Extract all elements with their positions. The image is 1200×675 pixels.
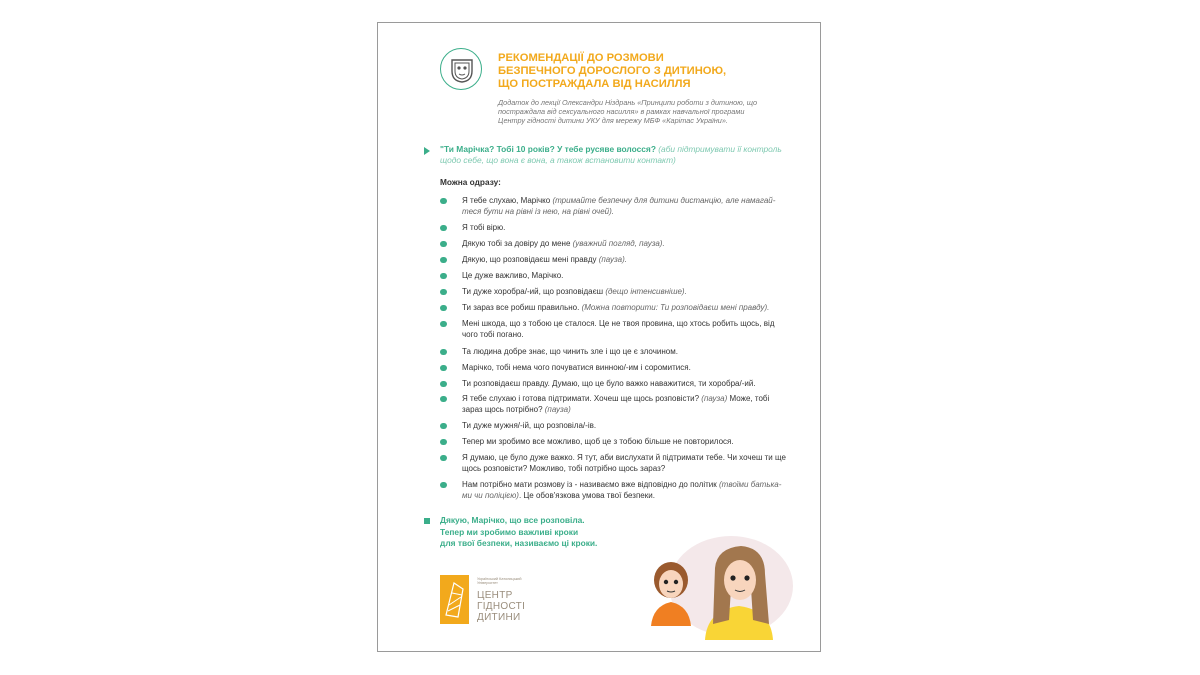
phrase-text — [462, 303, 802, 314]
bullet-dot-icon — [440, 365, 447, 372]
bullet-dot-icon — [440, 241, 447, 248]
phrase-plain: Дякую тобі за довіру до мене — [462, 239, 573, 248]
phrase-plain: Ти дуже мужня/-ій, що розповіла/-ів. — [462, 421, 597, 430]
section-heading: Можна одразу: — [440, 177, 501, 187]
phrase-text — [462, 379, 802, 390]
org-small-line: Університет — [477, 581, 498, 586]
org-small-line: Український Католицький — [477, 577, 522, 581]
phrase-text — [462, 421, 802, 432]
phrase-text — [462, 363, 802, 374]
phrase-plain: Я думаю, це було дуже важко. Я тут, аби вислухати й підтримати тебе. Чи хочеш ти ще — [462, 453, 786, 462]
phrase-plain: Ти зараз все робиш правильно. — [462, 303, 582, 312]
phrase-note: (твоїми батька- — [719, 480, 782, 489]
org-name-line: ГІДНОСТІ — [477, 601, 526, 612]
opening-quote: "Ти Марічка? Тобі 10 років? У тебе русяве волосся? — [440, 144, 656, 154]
phrase-text — [462, 271, 802, 282]
title-line: БЕЗПЕЧНОГО ДОРОСЛОГО З ДИТИНОЮ, — [498, 65, 727, 77]
closing-line: Дякую, Марічко, що все розповіла. — [440, 515, 585, 525]
phrase-plain: Марічко, тобі нема чого почуватися винною/-им і соромитися. — [462, 363, 691, 372]
phrase-note: (дещо інтенсивніше). — [605, 287, 687, 296]
phrase-plain: щось розповісти? Можливо, тобі потрібно щось зараз? — [462, 463, 666, 473]
phrase-plain: Та людина добре знає, що чинить зле і що це є злочином. — [462, 347, 678, 356]
bullet-dot-icon — [440, 289, 447, 296]
phrase-note: (Можна повторити: Ти розповідаєш мені правду). — [581, 303, 770, 312]
subtitle-line: Додаток до лекції Олександри Ніздрань «Принципи роботи з дитиною, що — [498, 98, 758, 107]
phrase-plain: Це дуже важливо, Марічко. — [462, 271, 564, 280]
org-name-line: ЦЕНТР — [477, 590, 513, 601]
phrase-text — [462, 437, 802, 448]
phrase-note: теся бути на рівні із нею, на рівні очей). — [462, 206, 614, 216]
bullet-dot-icon — [440, 257, 447, 264]
phrase-text — [462, 239, 802, 250]
phrase-text — [462, 394, 802, 415]
phrase-text — [462, 287, 802, 298]
phrase-plain: Я тебе слухаю, Марічко — [462, 196, 553, 205]
phrase-text — [462, 347, 802, 358]
center-logo-icon — [440, 575, 469, 624]
document-page — [377, 22, 821, 652]
phrase-plain: Я тобі вірю. — [462, 223, 506, 232]
phrase-text — [462, 319, 802, 340]
phrase-plain: Дякую, що розповідаєш мені правду — [462, 255, 599, 264]
phrase-plain: Тепер ми зробимо все можливо, щоб це з тобою більше не повторилося. — [462, 437, 734, 446]
bullet-dot-icon — [440, 305, 447, 312]
bullet-dot-icon — [440, 349, 447, 356]
bullet-dot-icon — [440, 423, 447, 430]
phrase-note: (пауза) — [701, 394, 728, 403]
bullet-dot-icon — [440, 225, 447, 232]
bullet-dot-icon — [440, 381, 447, 388]
phrase-note: (пауза) — [544, 404, 571, 414]
bullet-dot-icon — [440, 321, 447, 328]
bullet-dot-icon — [440, 482, 447, 489]
phrase-plain: Ти розповідаєш правду. Думаю, що це було важко наважитися, ти хоробра/-ий. — [462, 379, 756, 388]
phrase-plain: зараз щось потрібно? — [462, 404, 545, 414]
phrase-plain: Ти дуже хоробра/-ий, що розповідаєш — [462, 287, 606, 296]
phrase-plain: . Це обов'язкова умова твої безпеки. — [518, 490, 655, 500]
phrase-note: (уважний погляд, пауза). — [572, 239, 665, 248]
closing-line: Тепер ми зробимо важливі кроки — [440, 526, 579, 537]
phrase-note: ми чи поліцією) — [462, 490, 519, 500]
phrase-plain: Я тебе слухаю і готова підтримати. Хочеш ще щось розповісти? — [462, 394, 702, 403]
bullet-dot-icon — [440, 198, 447, 205]
title-line: РЕКОМЕНДАЦІЇ ДО РОЗМОВИ — [498, 52, 664, 64]
phrase-text — [462, 196, 802, 217]
subtitle-line: Центру гідності дитини УКУ для мережу МБФ «Карітас України». — [498, 116, 728, 125]
subtitle-line: постраждала від сексуального насилля» в рамках навчальної програми — [498, 107, 745, 116]
closing-line: для твої безпеки, називаємо ці кроки. — [440, 538, 598, 548]
opening-note: щодо себе, що вона є вона, а також встановити контакт) — [440, 155, 676, 165]
phrase-text — [462, 223, 802, 234]
university-label — [477, 577, 547, 586]
phrase-note: (пауза). — [598, 255, 627, 264]
phrase-text — [462, 453, 802, 474]
organization-name — [477, 590, 525, 623]
phrase-plain: чого тобі погано. — [462, 329, 524, 339]
bullet-dot-icon — [440, 273, 447, 280]
bullet-dot-icon — [440, 396, 447, 403]
opening-note: (аби підтримувати її контроль — [658, 144, 782, 154]
bullet-dot-icon — [440, 439, 447, 446]
phrase-text — [462, 255, 802, 266]
bullet-dot-icon — [440, 455, 447, 462]
title-line: ЩО ПОСТРАЖДАЛА ВІД НАСИЛЛЯ — [498, 78, 691, 90]
phrase-text — [462, 480, 802, 501]
square-bullet-icon — [424, 518, 430, 524]
phrase-plain: Може, тобі — [727, 394, 770, 403]
phrase-plain: Нам потрібно мати розмову із - називаємо вже відповідно до політик — [462, 480, 719, 489]
phrase-plain: Мені шкода, що з тобою це сталося. Це не твоя провина, що хтось робить щось, від — [462, 319, 775, 328]
phrase-note: (тримайте безпечну для дитини дистанцію, але намагай- — [552, 196, 776, 205]
children-illustration — [643, 528, 793, 640]
org-name-line: ДИТИНИ — [477, 612, 521, 623]
